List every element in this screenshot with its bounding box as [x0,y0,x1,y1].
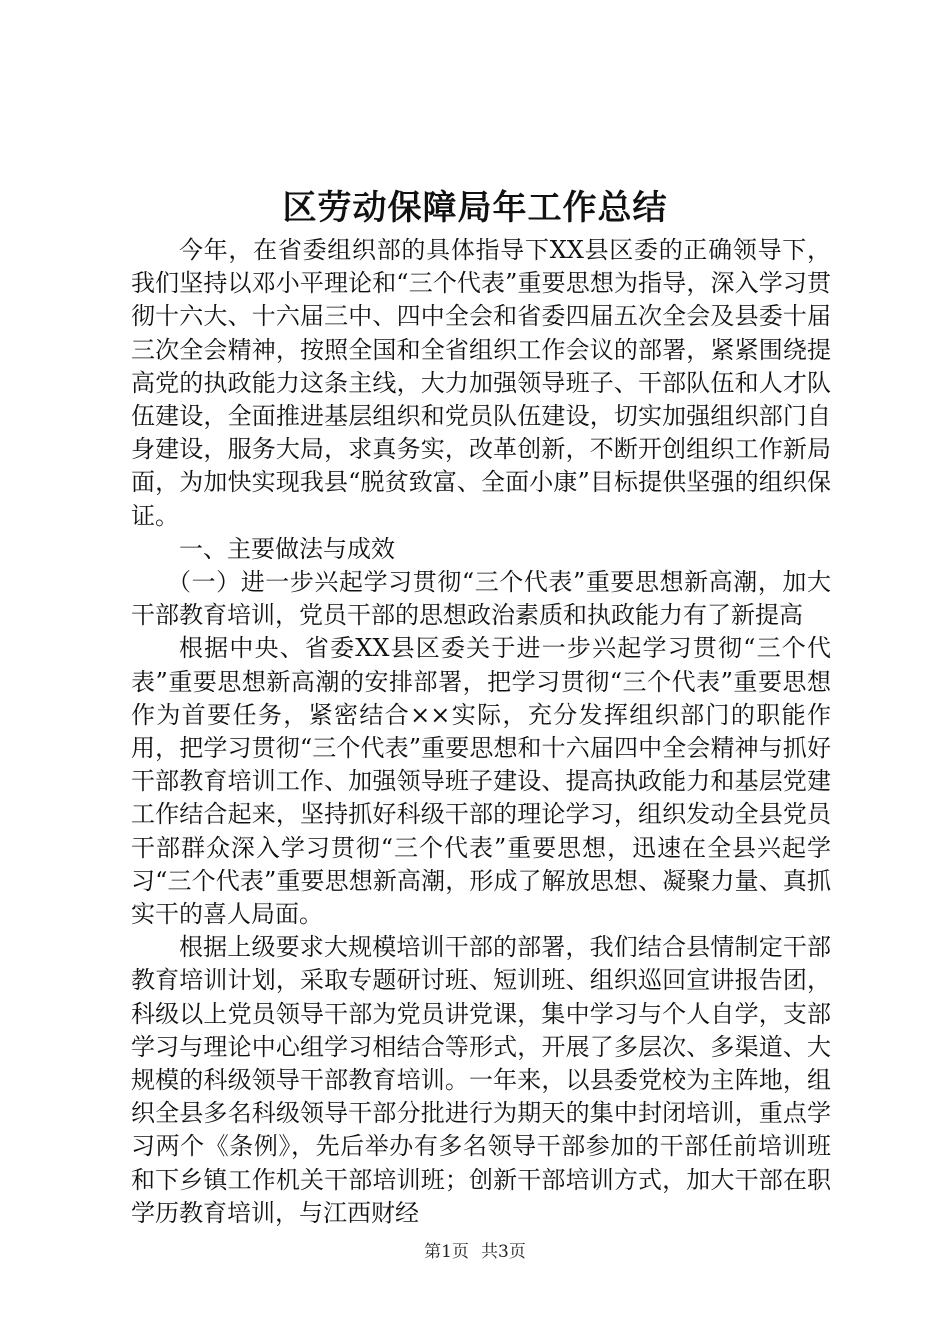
document-title: 区劳动保障局年工作总结 [282,188,668,228]
section-heading: 一、主要做法与成效 [179,534,395,563]
page-total: 共3页 [481,1242,526,1262]
document-body [131,234,831,1230]
body-paragraph: 根据中央、省委XX县区委关于进一步兴起学习贯彻“三个代表”重要思想新高潮的安排部署，把学习贯彻“三个代表”重要思想作为首要任务，紧密结合××实际，充分发挥组织部门的职能作用，把学习贯彻“三个代表”重要思想和十六届四中全会精神与抓好干部教育培训工作、加强领导班子建设、提高执政能力和基层党建工作结合起来，坚持抓好科级干部的理论学习，组织发动全县党员干部群众深入学习贯彻“三个代表”重要思想，迅速在全县兴起学习“三个代表”重要思想新高潮，形成了解放思想、凝聚力量、真抓实干的喜人局面。 [131,634,831,929]
intro-paragraph: 今年，在省委组织部的具体指导下XX县区委的正确领导下，我们坚持以邓小平理论和“三个代表”重要思想为指导，深入学习贯彻十六大、十六届三中、四中全会和省委四届五次全会及县委十届三次全会精神，按照全国和全省组织工作会议的部署，紧紧围绕提高党的执政能力这条主线，大力加强领导班子、干部队伍和人才队伍建设，全面推进基层组织和党员队伍建设，切实加强组织部门自身建设，服务大局，求真务实，改革创新，不断开创组织工作新局面，为加快实现我县“脱贫致富、全面小康”目标提供坚强的组织保证。 [131,236,831,530]
page-footer [0,1240,950,1264]
subsection-heading: （一）进一步兴起学习贯彻“三个代表”重要思想新高潮，加大干部教育培训，党员干部的思想政治素质和执政能力有了新提高 [131,568,831,630]
body-paragraph: 根据上级要求大规模培训干部的部署，我们结合县情制定干部教育培训计划，采取专题研讨班、短训班、组织巡回宣讲报告团，科级以上党员领导干部为党员讲党课，集中学习与个人自学，支部学习与理论中心组学习相结合等形式，开展了多层次、多渠道、大规模的科级领导干部教育培训。一年来，以县委党校为主阵地，组织全县多名科级领导干部分批进行为期天的集中封闭培训，重点学习两个《条例》，先后举办有多名领导干部参加的干部任前培训班和下乡镇工作机关干部培训班；创新干部培训方式，加大干部在职学历教育培训，与江西财经 [131,933,831,1227]
page-number: 第1页 [424,1242,469,1262]
